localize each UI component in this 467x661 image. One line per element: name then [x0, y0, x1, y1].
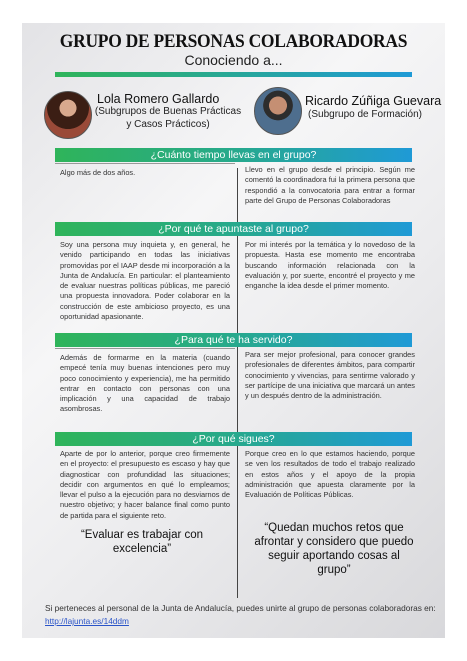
- answer-lola-2: Soy una persona muy inquieta y, en general, he venido participando en todas las iniciativas promovidas por el IAAP desde mi incorporación a la Junta de Andalucía. En particular: el planteamiento de evaluar nuestras políticas públicas, me pareció una propuesta innovadora. Poder colaborar en la construcción de este ambicioso proyecto, es una oportunidad apasionante.: [60, 240, 230, 322]
- join-link[interactable]: http://lajunta.es/14ddm: [45, 616, 129, 626]
- answer-lola-3: Además de formarme en la materia (cuando empecé tenía muy buenas intenciones pero muy poco conocimiento y experiencia), me ha permitido entrar en contacto con personas con una implicación y una capacidad de trabajo asombrosas.: [60, 353, 230, 414]
- section-question-1: ¿Cuánto tiempo llevas en el grupo?: [55, 148, 412, 162]
- page-subtitle: Conociendo a...: [184, 52, 283, 68]
- person-name-ricardo: Ricardo Zúñiga Guevara: [305, 94, 442, 108]
- section-question-3: ¿Para qué te ha servido?: [55, 333, 412, 347]
- answer-lola-1: Algo más de dos años.: [60, 168, 136, 177]
- avatar-lola: [44, 91, 92, 139]
- person-role-ricardo: (Subgrupo de Formación): [308, 109, 422, 120]
- person-name-lola: Lola Romero Gallardo: [97, 92, 220, 106]
- answer-lola-4: Aparte de por lo anterior, porque creo firmemente en el proyecto: el presupuesto es escaso y hay que diagnosticar con profundidad las situaciones; decidir con argumentos en qué lo empleamos; llevar el pulso a la ejecución para no desviarnos de nuestro objetivo; y hacer balance final como punto de partida para el siguiente reto.: [60, 449, 230, 520]
- answer-ricardo-4: Porque creo en lo que estamos haciendo, porque se ven los resultados de todo el trabajo realizado en estos años y el apoyo de la propia administración que apuesta claramente por la Evaluación de Políticas Públicas.: [245, 449, 415, 500]
- person-role-lola: (Subgrupos de Buenas Prácticas y Casos Prácticos): [94, 106, 242, 130]
- header-divider: [55, 72, 412, 77]
- newsletter-page: [22, 23, 445, 638]
- section-3-rule: [55, 348, 235, 349]
- answer-ricardo-2: Por mi interés por la temática y lo novedoso de la propuesta. Hasta ese momento me encontraba buscando información relacionada con la evaluación y, por suerte, encontré el proyecto y me enganche la idea desde el primer momento.: [245, 240, 415, 291]
- quote-ricardo: “Quedan muchos retos que afrontar y considero que puedo seguir aportando cosas al grupo”: [254, 522, 414, 576]
- section-question-4: ¿Por qué sigues?: [55, 432, 412, 446]
- section-1-rule: [55, 163, 235, 164]
- footer-text: Si perteneces al personal de la Junta de Andalucía, puedes unirte al grupo de personas colaboradoras en:: [45, 603, 436, 613]
- answer-ricardo-3: Para ser mejor profesional, para conocer grandes profesionales de diferentes ámbitos, para compartir conocimiento y vivencias, para sentirme valorado y ser partícipe de una iniciativa que marcará un antes y un después dentro de la administración.: [245, 350, 415, 401]
- avatar-ricardo: [254, 87, 302, 135]
- section-question-2: ¿Por qué te apuntaste al grupo?: [55, 222, 412, 236]
- page-title: GRUPO DE PERSONAS COLABORADORAS: [59, 31, 408, 52]
- answer-ricardo-1: Llevo en el grupo desde el principio. Según me comentó la coordinadora fui la primera persona que respondió a la convocatoria para entrar a formar parte del Grupo de Personas Colaboradoras: [245, 165, 415, 205]
- quote-lola: “Evaluar es trabajar con excelencia”: [80, 529, 204, 555]
